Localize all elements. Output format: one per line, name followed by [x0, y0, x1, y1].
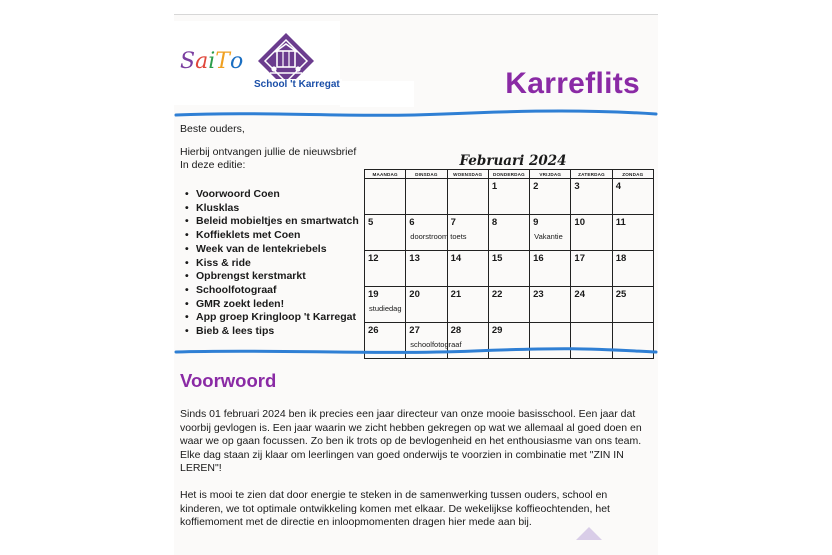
calendar-day-cell	[447, 215, 488, 251]
calendar-day-cell	[447, 179, 488, 215]
calendar-date: 5	[368, 217, 374, 228]
calendar-day-cell	[488, 179, 529, 215]
calendar-date: 6	[409, 217, 415, 228]
toc-item: • Beleid mobieltjes en smartwatch	[196, 215, 359, 229]
wave-divider	[174, 107, 658, 121]
paragraph: Het is mooi te zien dat door energie te steken in de samenwerking tussen ouders, school en kinderen, we tot optimale ontwikkeling komen met elkaar. De wekelijkse koffieochtenden, het koffiemoment met de directie en inloopmomenten dragen hier mede aan bij.	[180, 489, 610, 529]
calendar-day-cell	[530, 287, 571, 323]
calendar-date: 3	[574, 181, 580, 192]
calendar-day-cell	[365, 179, 406, 215]
calendar-day-cell	[530, 215, 571, 251]
calendar-day-cell	[365, 251, 406, 287]
calendar-date: 13	[409, 253, 420, 264]
calendar-date: 20	[409, 289, 420, 300]
calendar-day-header: ZATERDAG	[571, 170, 612, 179]
calendar-date: 24	[574, 289, 585, 300]
calendar-date: 27	[409, 325, 420, 336]
calendar-date: 10	[574, 217, 585, 228]
toc-item: • Opbrengst kerstmarkt	[196, 270, 359, 284]
calendar-day-cell	[571, 215, 612, 251]
toc-item: • Bieb & lees tips	[196, 325, 359, 339]
calendar-day-cell	[612, 251, 653, 287]
calendar-day-cell	[406, 179, 447, 215]
calendar-date: 8	[491, 217, 498, 228]
calendar-day-cell	[488, 215, 529, 251]
intro-line: Hierbij ontvangen jullie de nieuwsbrief	[180, 146, 357, 158]
toc-item: • Koffieklets met Coen	[196, 229, 359, 243]
calendar-grid	[364, 169, 654, 359]
calendar-week	[365, 251, 654, 287]
paragraph: Sinds 01 februari 2024 ben ik precies een jaar directeur van onze mooie basisschool. Een jaar dat voorbij gevlogen is. Een jaar waarin we zicht hebben gekregen op wat we allemaal al goed doen en waar we op gaan focussen. Zo ben ik trots op de bevlogenheid en het enthousiasme van ons team. Elke dag staan zij klaar om leerlingen van goed onderwijs te voorzien in combinatie met "ZIN IN LEREN"!	[180, 408, 642, 475]
calendar-date: 22	[491, 289, 503, 300]
logo-area	[174, 21, 340, 105]
school-name: School 't Karregat	[254, 79, 340, 90]
calendar-day-cell	[488, 251, 529, 287]
wave-divider	[174, 345, 658, 359]
calendar-week	[365, 287, 654, 323]
toc-item: • Week van de lentekriebels	[196, 243, 359, 257]
calendar-date: 12	[368, 253, 379, 264]
calendar-day-cell	[406, 215, 467, 251]
calendar-date: 21	[450, 289, 462, 300]
calendar-day-cell	[571, 287, 612, 323]
calendar-date: 16	[533, 253, 544, 264]
toc-item: • Voorwoord Coen	[196, 188, 359, 202]
calendar	[364, 153, 654, 359]
calendar-day-header: ZONDAG	[612, 170, 653, 179]
calendar-day-header: WOENSDAG	[447, 170, 488, 179]
calendar-day-cell	[406, 287, 447, 323]
calendar-event: schoolfotograaf	[410, 340, 462, 349]
calendar-day-cell	[571, 251, 612, 287]
calendar-event: studiedag	[369, 304, 402, 313]
calendar-day-header: DONDERDAG	[488, 170, 529, 179]
calendar-day-cell	[447, 287, 488, 323]
calendar-day-cell	[365, 215, 406, 251]
intro-text	[180, 146, 356, 172]
calendar-date: 26	[368, 325, 379, 336]
calendar-date: 23	[533, 289, 544, 300]
newsletter-page	[174, 14, 658, 555]
calendar-date: 17	[574, 253, 585, 264]
calendar-day-cell	[488, 287, 529, 323]
calendar-date: 18	[615, 253, 627, 264]
calendar-day-cell	[530, 179, 571, 215]
calendar-day-cell	[612, 215, 653, 251]
calendar-date: 29	[491, 325, 503, 336]
toc-item: • Schoolfotograaf	[196, 284, 359, 298]
calendar-day-cell	[406, 251, 447, 287]
toc-item: • GMR zoekt leden!	[196, 298, 359, 312]
calendar-day-header: VRIJDAG	[530, 170, 571, 179]
calendar-day-cell	[571, 179, 612, 215]
calendar-week	[365, 179, 654, 215]
calendar-date: 14	[450, 253, 462, 264]
calendar-date: 11	[615, 217, 626, 228]
calendar-day-cell	[530, 251, 571, 287]
calendar-event: Vakantie	[534, 232, 563, 241]
calendar-date: 25	[615, 289, 627, 300]
calendar-date: 19	[368, 289, 379, 300]
calendar-event: doorstroom toets	[410, 232, 467, 241]
toc-item: • App groep Kringloop 't Karregat	[196, 311, 359, 325]
calendar-date: 15	[491, 253, 503, 264]
calendar-date: 1	[491, 181, 498, 192]
calendar-week	[365, 215, 654, 251]
calendar-date: 9	[533, 217, 539, 228]
calendar-date: 28	[450, 325, 462, 336]
calendar-date: 2	[533, 181, 539, 192]
section-heading: Voorwoord	[180, 370, 277, 391]
calendar-title: Februari 2024	[459, 153, 567, 169]
toc-item: • Klusklas	[196, 202, 359, 216]
corner-decoration	[576, 527, 602, 540]
newsletter-title: Karreflits	[505, 67, 640, 100]
calendar-day-header: MAANDAG	[365, 170, 406, 179]
calendar-day-cell	[447, 251, 488, 287]
calendar-day-cell	[612, 287, 653, 323]
intro-line: In deze editie:	[180, 159, 246, 171]
calendar-date: 4	[615, 181, 621, 192]
header-strip	[340, 81, 414, 107]
table-of-contents	[180, 188, 359, 339]
calendar-date: 7	[450, 217, 456, 228]
calendar-day-cell	[365, 287, 406, 323]
toc-item: • Kiss & ride	[196, 257, 359, 271]
calendar-day-cell	[612, 179, 653, 215]
saito-logo: SaiTo	[180, 49, 244, 74]
greeting: Beste ouders,	[180, 123, 245, 135]
calendar-day-header: DINSDAG	[406, 170, 447, 179]
